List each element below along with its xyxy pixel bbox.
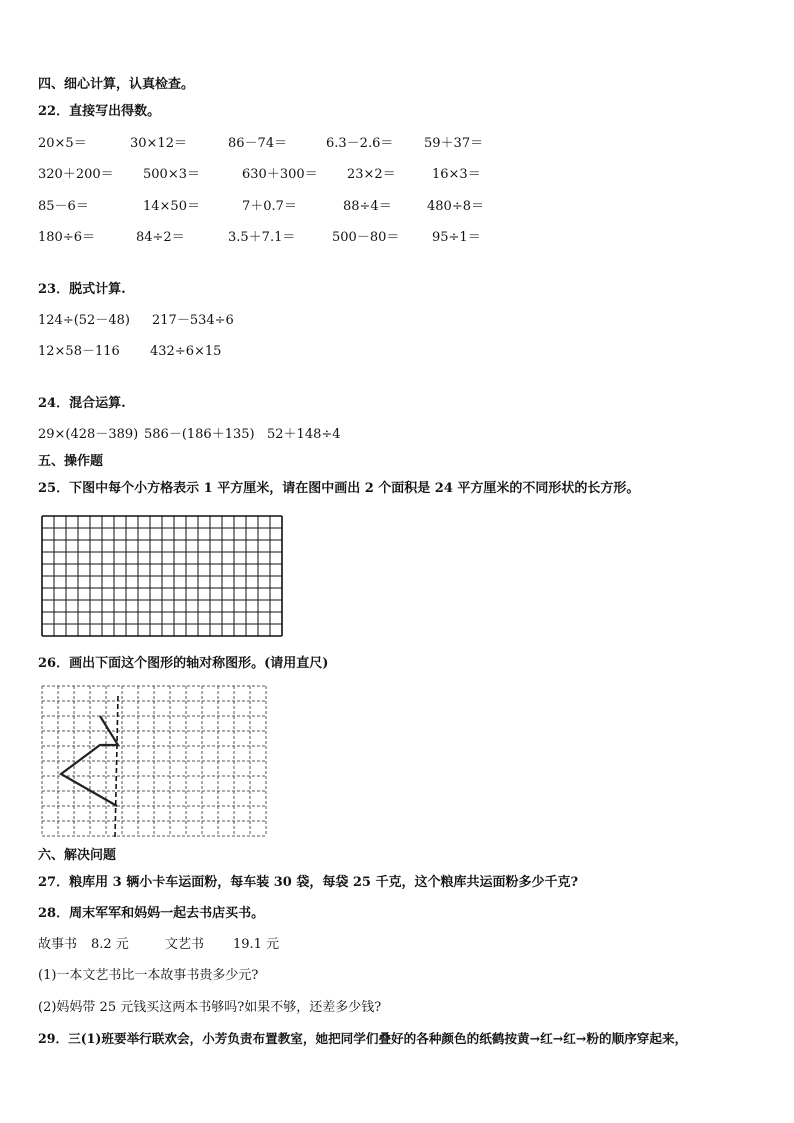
q22-item: 16×3＝ <box>432 167 481 182</box>
book1-price: 8.2 元 <box>91 937 129 952</box>
q23-item: 432÷6×15 <box>150 344 222 359</box>
book2-price: 19.1 元 <box>233 937 280 952</box>
q22-item: 480÷8＝ <box>427 199 484 214</box>
q23-item: 217－534÷6 <box>152 313 234 328</box>
q27-title: 27．粮库用 3 辆小卡车运面粉，每车装 30 袋，每袋 25 千克，这个粮库共运面粉多少千克? <box>38 875 579 890</box>
q22-item: 3.5＋7.1＝ <box>228 230 296 245</box>
book1-name: 故事书 <box>38 937 78 952</box>
q24-item: 586－(186＋135) <box>144 427 255 442</box>
q25-square-grid <box>40 514 286 638</box>
q22-item: 14×50＝ <box>143 199 200 214</box>
q28-title: 28．周末军军和妈妈一起去书店买书。 <box>38 906 265 921</box>
book2-name: 文艺书 <box>165 937 205 952</box>
q25-title: 25．下图中每个小方格表示 1 平方厘米，请在图中画出 2 个面积是 24 平方厘米的不同形状的长方形。 <box>38 481 640 496</box>
q28-sub2: (2)妈妈带 25 元钱买这两本书够吗?如果不够，还差多少钱? <box>38 1000 382 1015</box>
q23-item: 124÷(52－48) <box>38 313 130 328</box>
q22-item: 23×2＝ <box>347 167 396 182</box>
q22-item: 95÷1＝ <box>432 230 481 245</box>
q22-item: 20×5＝ <box>38 136 87 151</box>
q29-title: 29．三(1)班要举行联欢会，小芳负责布置教室，她把同学们叠好的各种颜色的纸鹤按黄→红→红→粉的顺序穿起来， <box>38 1031 688 1046</box>
q22-title: 22．直接写出得数。 <box>38 104 161 119</box>
q22-item: 86－74＝ <box>228 136 288 151</box>
q24-item: 52＋148÷4 <box>267 427 341 442</box>
q22-item: 84÷2＝ <box>136 230 185 245</box>
q22-item: 630＋300＝ <box>242 167 318 182</box>
q22-item: 6.3－2.6＝ <box>326 136 394 151</box>
q22-item: 59＋37＝ <box>424 136 484 151</box>
q24-item: 29×(428－389) <box>38 427 139 442</box>
q24-title: 24．混合运算. <box>38 396 126 411</box>
section4-heading: 四、细心计算，认真检查。 <box>38 77 195 92</box>
q22-item: 320＋200＝ <box>38 167 114 182</box>
q22-item: 500－80＝ <box>332 230 400 245</box>
section6-heading: 六、解决问题 <box>38 848 117 863</box>
q22-item: 500×3＝ <box>143 167 200 182</box>
symmetry-axis <box>115 696 118 838</box>
q22-item: 88÷4＝ <box>343 199 392 214</box>
q26-title: 26．画出下面这个图形的轴对称图形。(请用直尺) <box>38 656 329 671</box>
q23-item: 12×58－116 <box>38 344 120 359</box>
q22-item: 30×12＝ <box>130 136 187 151</box>
q22-item: 180÷6＝ <box>38 230 95 245</box>
q22-item: 85－6＝ <box>38 199 89 214</box>
q26-dotted-grid <box>38 682 274 840</box>
q28-sub1: (1)一本文艺书比一本故事书贵多少元? <box>38 968 259 983</box>
q22-item: 7＋0.7＝ <box>242 199 297 214</box>
q23-title: 23．脱式计算. <box>38 282 126 297</box>
section5-heading: 五、操作题 <box>38 454 104 469</box>
